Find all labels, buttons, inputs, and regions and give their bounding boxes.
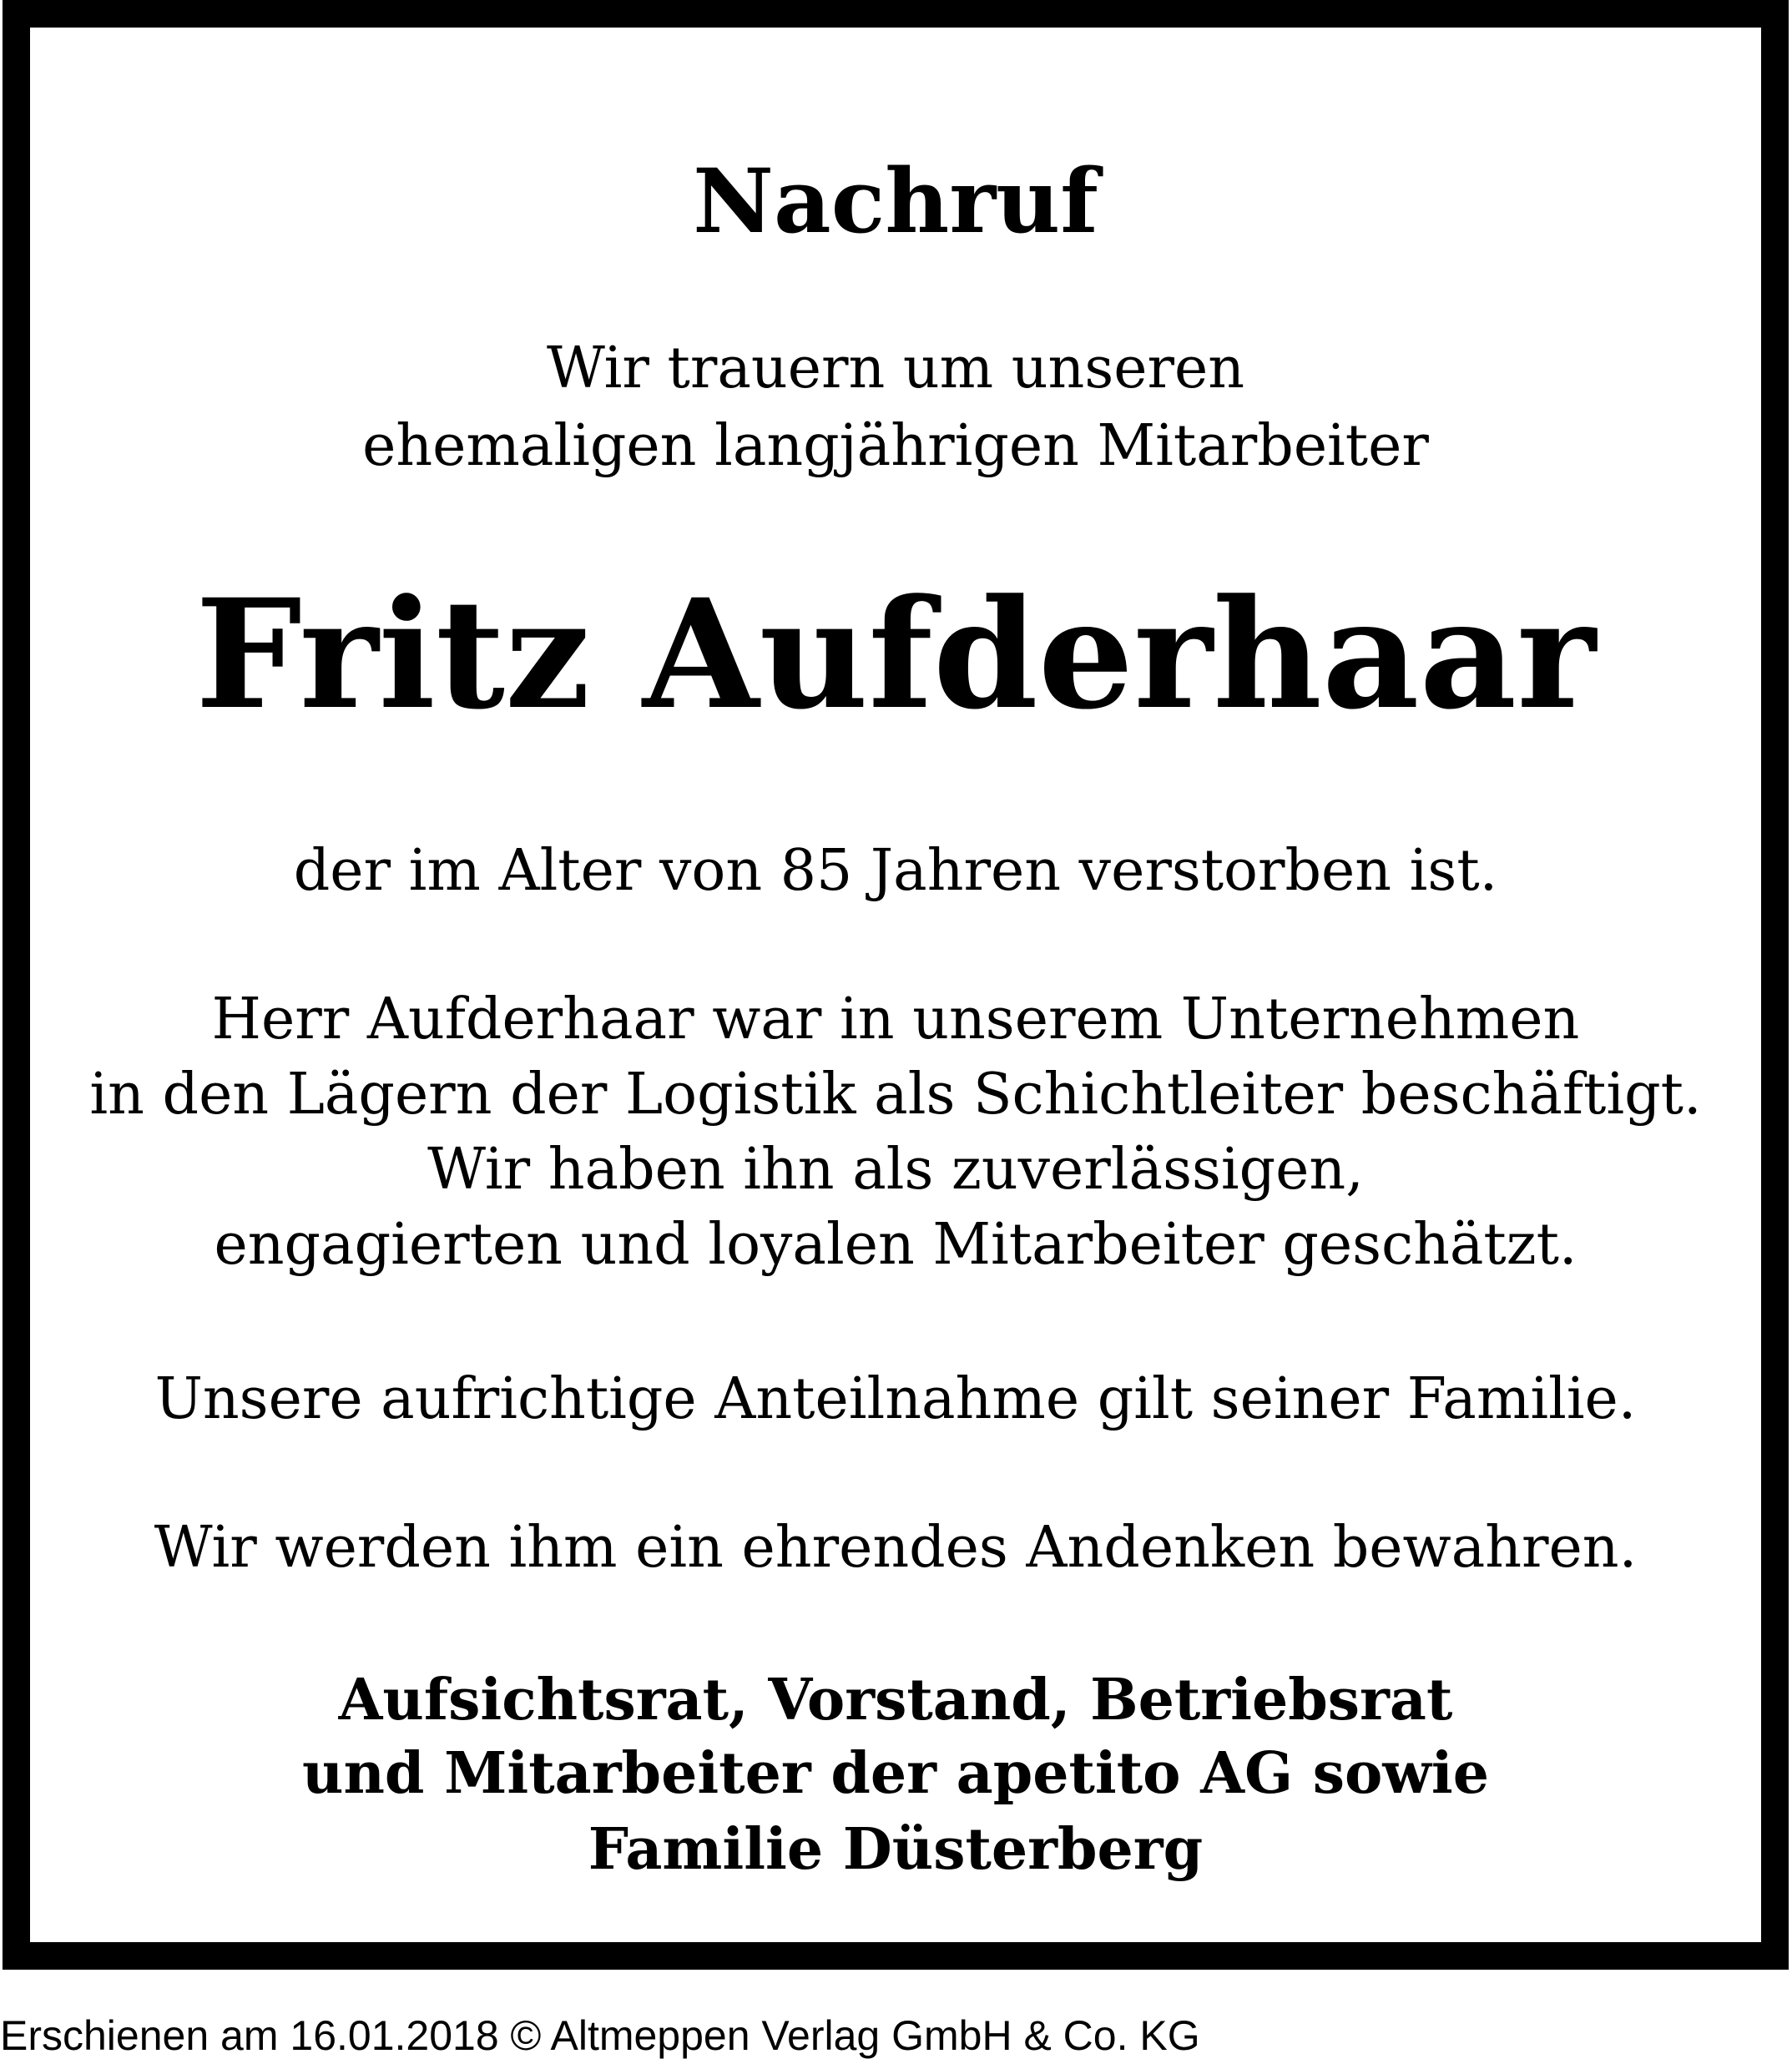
notice-heading: Nachruf	[693, 149, 1098, 253]
tribute-line-4: engagierten und loyalen Mitarbeiter geschätzt.	[214, 1212, 1577, 1278]
remembrance-line: Wir werden ihm ein ehrendes Andenken bewahren.	[154, 1515, 1638, 1581]
tribute-line-2: in den Lägern der Logistik als Schichtleiter beschäftigt.	[89, 1062, 1702, 1128]
signature-line-3: Familie Düsterberg	[588, 1816, 1204, 1883]
deceased-name: Fritz Aufderhaar	[194, 567, 1596, 743]
signature-line-1: Aufsichtsrat, Vorstand, Betriebsrat	[338, 1667, 1453, 1733]
obituary-notice	[3, 0, 1789, 1970]
intro-line-1: Wir trauern um unseren	[546, 336, 1245, 401]
signature-line-2: und Mitarbeiter der apetito AG sowie	[302, 1740, 1489, 1807]
condolence-line: Unsere aufrichtige Anteilnahme gilt seiner Familie.	[154, 1366, 1637, 1432]
intro-line-2: ehemaligen langjährigen Mitarbeiter	[362, 413, 1429, 479]
publication-note: Erschienen am 16.01.2018 © Altmeppen Verlag GmbH & Co. KG	[0, 2012, 1200, 2059]
tribute-line-1: Herr Aufderhaar war in unserem Unternehmen	[211, 987, 1580, 1052]
tribute-line-3: Wir haben ihn als zuverlässigen,	[427, 1137, 1364, 1203]
age-line: der im Alter von 85 Jahren verstorben ist.	[293, 838, 1498, 904]
